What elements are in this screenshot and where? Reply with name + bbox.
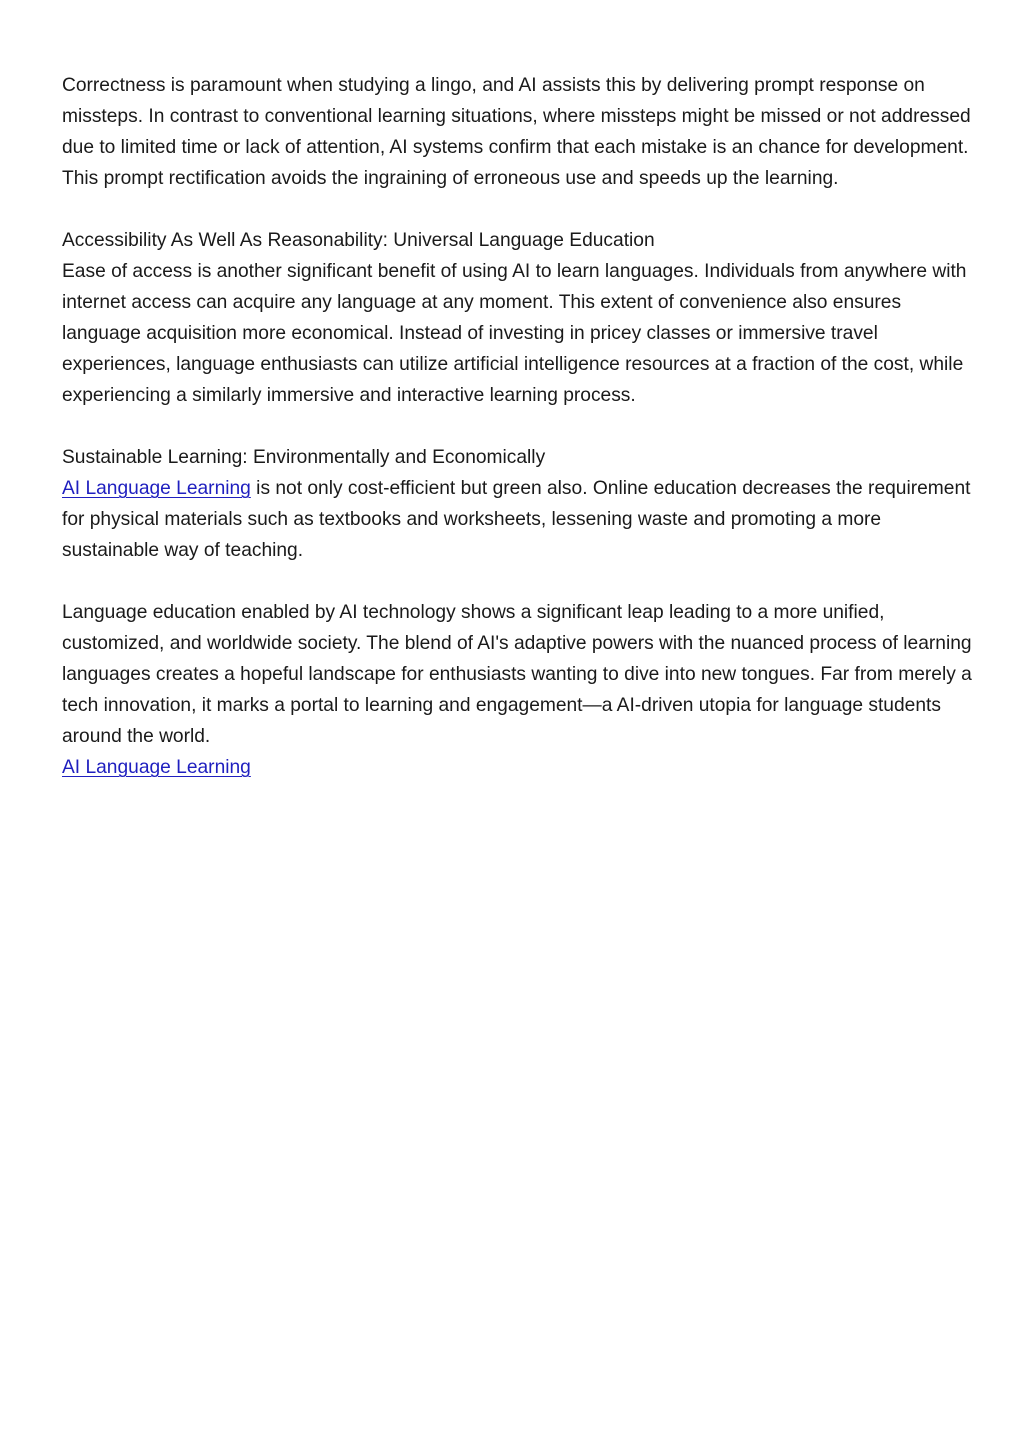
paragraph-accessibility bbox=[62, 225, 982, 411]
paragraph-text: Ease of access is another significant benefit of using AI to learn languages. Individuals from anywhere with internet access can acquire any language at any moment. This extent of convenience also ensures language acquisition more economical. Instead of investing in pricey classes or immersive travel experiences, language enthusiasts can utilize artificial intelligence resources at a fraction of the cost, while experiencing a similarly immersive and interactive learning process. bbox=[62, 261, 967, 406]
paragraph-text: Correctness is paramount when studying a lingo, and AI assists this by delivering prompt response on missteps. In contrast to conventional learning situations, where missteps might be missed or not addressed due to limited time or lack of attention, AI systems confirm that each mistake is an chance for development. This prompt rectification avoids the ingraining of erroneous use and speeds up the learning. bbox=[62, 75, 971, 189]
paragraph-correctness bbox=[62, 70, 982, 194]
ai-language-learning-link[interactable]: AI Language Learning bbox=[62, 478, 251, 499]
document-page bbox=[62, 70, 982, 783]
ai-language-learning-link-footer[interactable]: AI Language Learning bbox=[62, 757, 251, 778]
paragraph-conclusion bbox=[62, 597, 982, 783]
section-heading-sustainable: Sustainable Learning: Environmentally and Economically bbox=[62, 447, 546, 468]
paragraph-text: Language education enabled by AI technology shows a significant leap leading to a more unified, customized, and worldwide society. The blend of AI's adaptive powers with the nuanced process of learning languages creates a hopeful landscape for enthusiasts wanting to dive into new tongues. Far from merely a tech innovation, it marks a portal to learning and engagement—a AI-driven utopia for language students around the world. bbox=[62, 602, 972, 747]
paragraph-text: is not only cost-efficient but green also. Online education decreases the requirement for physical materials such as textbooks and worksheets, lessening waste and promoting a more sustainable way of teaching. bbox=[62, 478, 971, 561]
section-heading-accessibility: Accessibility As Well As Reasonability: Universal Language Education bbox=[62, 230, 655, 251]
paragraph-sustainable bbox=[62, 442, 982, 566]
